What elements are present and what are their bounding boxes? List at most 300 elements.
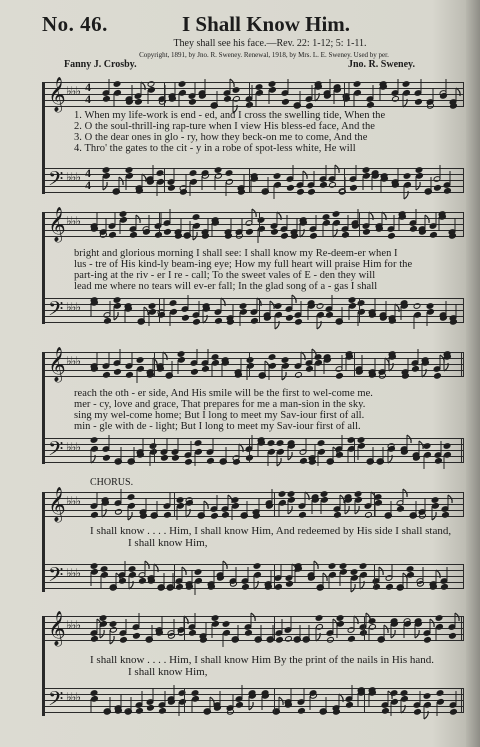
note-head (109, 232, 117, 239)
note-flag (114, 312, 118, 320)
key-signature: ♭♭♭ (66, 84, 80, 98)
note-flag (369, 212, 373, 220)
note-flag (182, 567, 186, 575)
notation-drawing (44, 487, 464, 522)
note-head (168, 633, 176, 640)
note-head (251, 318, 259, 325)
note-head (391, 699, 399, 706)
note-head (211, 615, 219, 622)
notation-drawing (44, 564, 464, 590)
note-head (286, 581, 294, 588)
note-head (404, 182, 412, 189)
bass-clef-icon: 𝄢 (48, 437, 64, 465)
note-head (277, 449, 285, 456)
note-head (119, 211, 127, 218)
note-head (444, 188, 452, 195)
note-flag (315, 93, 319, 101)
note-head (103, 173, 111, 180)
note-head (354, 90, 362, 97)
note-head (300, 458, 308, 465)
note-flag (136, 215, 140, 223)
note-flag (339, 694, 343, 702)
note-head (245, 630, 253, 637)
note-head (432, 503, 440, 510)
note-head (269, 87, 277, 94)
bass-notes (44, 564, 464, 590)
notation-drawing (44, 688, 464, 714)
note-head (279, 500, 287, 507)
key-signature: ♭♭♭ (66, 354, 80, 368)
note-flag (340, 495, 344, 503)
note-head (355, 497, 363, 504)
verse-3-line: part-ing at the riv - er I re - call; To the sweet vales of E - den they will (74, 270, 376, 281)
verse-4-line: lead me where no tears will ev-er fall; In the glad song of a - gas I shall (74, 281, 378, 292)
note-head (350, 185, 358, 192)
note-flag (210, 697, 214, 705)
note-head (164, 512, 172, 519)
note-flag (228, 495, 232, 503)
verse-2-line: 2. O the soul-thrill-ing rap-ture when I view His bless-ed face, And the (74, 121, 376, 132)
composer-credit: Jno. R. Sweney. (348, 59, 415, 70)
note-head (191, 369, 199, 376)
note-head (316, 624, 324, 631)
note-head (436, 624, 444, 631)
note-head (147, 705, 155, 712)
note-head (337, 621, 345, 628)
bass-staff (44, 564, 464, 590)
note-head (306, 366, 314, 373)
note-head (350, 569, 358, 576)
note-head (401, 696, 409, 703)
note-head (328, 563, 336, 570)
verse-4-line: 4. Thro' the gates to the cit - y in a robe of spot-less white, He will (74, 143, 356, 154)
note-head (192, 696, 200, 703)
note-flag (425, 215, 429, 223)
note-head (374, 494, 382, 501)
treble-staff (44, 77, 464, 112)
note-head (143, 229, 151, 236)
lyricist-credit: Fanny J. Crosby. (64, 59, 137, 70)
note-head (133, 633, 141, 640)
note-head (186, 500, 194, 507)
note-head (275, 312, 283, 319)
note-flag (129, 581, 133, 589)
note-head (444, 452, 452, 459)
bass-notes (44, 298, 464, 324)
notation-drawing (44, 298, 464, 324)
bass-clef-icon: 𝄢 (48, 167, 64, 195)
note-head (113, 297, 121, 304)
bass-notes (44, 688, 464, 714)
note-flag (249, 702, 253, 710)
note-head (369, 624, 377, 631)
note-flag (254, 581, 258, 589)
note-head (172, 455, 180, 462)
bass-staff (44, 438, 464, 464)
note-head (268, 81, 276, 88)
treble-notes (44, 77, 464, 112)
chorus-line-1: I shall know . . . . Him, I shall know Him, And redeemed by His side I shall stand, (90, 525, 452, 537)
treble-notes (44, 347, 464, 382)
bass-staff (44, 298, 464, 324)
bass-staff (44, 688, 464, 714)
note-flag (436, 570, 440, 578)
note-head (246, 357, 254, 364)
note-head (403, 173, 411, 180)
note-head (195, 449, 203, 456)
treble-staff (44, 347, 464, 382)
note-head (431, 497, 439, 504)
note-head (177, 351, 185, 358)
note-head (239, 303, 247, 310)
treble-staff (44, 487, 464, 522)
note-head (115, 509, 123, 516)
hymn-title: I Shall Know Him. (182, 12, 351, 36)
note-head (114, 303, 122, 310)
note-head (426, 303, 434, 310)
note-flag (102, 509, 106, 517)
bass-staff (44, 168, 464, 194)
chorus-echo-1: I shall know Him, (128, 537, 208, 549)
note-head (170, 309, 178, 316)
note-head (342, 232, 350, 239)
note-head (287, 491, 295, 498)
note-head (449, 633, 457, 640)
note-head (269, 363, 277, 370)
note-flag (301, 352, 305, 360)
note-head (215, 173, 223, 180)
note-head (440, 93, 448, 100)
note-head (161, 455, 169, 462)
note-head (182, 315, 190, 322)
note-head (103, 96, 111, 103)
treble-clef-icon: 𝄞 (48, 77, 66, 112)
note-flag (186, 509, 190, 517)
note-head (148, 303, 156, 310)
note-head (126, 372, 134, 379)
note-head (351, 575, 359, 582)
note-head (129, 572, 137, 579)
note-head (191, 690, 199, 697)
note-head (130, 232, 138, 239)
note-head (348, 297, 356, 304)
note-head (91, 446, 99, 453)
key-signature: ♭♭♭ (66, 566, 80, 580)
notation-drawing (44, 168, 464, 194)
note-head (282, 99, 290, 106)
note-head (407, 572, 415, 579)
note-head (333, 220, 341, 227)
note-head (404, 621, 412, 628)
note-head (164, 229, 172, 236)
note-head (179, 90, 187, 97)
note-head (274, 303, 282, 310)
note-head (417, 581, 425, 588)
note-flag (444, 363, 448, 371)
note-head (402, 81, 410, 88)
copyright-notice: Copyright, 1891, by Jno. R. Sweney. Renewal, 1918, by Mrs. L. E. Sweney. Used by per. (139, 51, 389, 59)
bass-clef-icon: 𝄢 (48, 687, 64, 715)
note-head (268, 354, 276, 361)
bass-notes (44, 168, 464, 194)
note-head (99, 615, 107, 622)
note-head (441, 584, 449, 591)
note-head (346, 702, 354, 709)
note-head (435, 458, 443, 465)
verse-1-line: 1. When my life-work is end - ed, and I cross the swelling tide, When the (74, 110, 386, 121)
note-flag (323, 573, 327, 581)
note-head (169, 300, 177, 307)
note-head (232, 87, 240, 94)
note-head (443, 443, 451, 450)
note-head (299, 512, 307, 519)
key-signature: ♭♭♭ (66, 690, 80, 704)
note-head (91, 636, 99, 643)
note-head (436, 690, 444, 697)
note-head (120, 217, 128, 224)
note-head (349, 303, 357, 310)
notation-drawing (44, 77, 464, 112)
note-head (148, 87, 156, 94)
note-head (323, 220, 331, 227)
note-flag (316, 633, 320, 641)
note-flag (279, 697, 283, 705)
treble-staff (44, 611, 464, 646)
note-flag (300, 229, 304, 237)
note-head (202, 366, 210, 373)
hymn-number: No. 46. (42, 12, 108, 36)
note-head (128, 503, 136, 510)
note-head (177, 503, 185, 510)
note-head (136, 357, 144, 364)
note-head (207, 458, 215, 465)
note-flag (239, 444, 243, 452)
note-head (110, 627, 118, 634)
treble-clef-icon: 𝄞 (48, 347, 66, 382)
verse-3-line: 3. O the dear ones in glo - ry, how they beck-on me to come, And the (74, 132, 368, 143)
note-head (424, 702, 432, 709)
note-head (317, 312, 325, 319)
note-flag (382, 212, 386, 220)
note-head (386, 584, 394, 591)
note-head (233, 96, 241, 103)
hymn-header (0, 0, 480, 75)
note-head (135, 99, 143, 106)
note-head (128, 566, 136, 573)
verse-2-line: mer - cy, love and grace, That prepares for me a man-sion in the sky. (74, 399, 366, 410)
key-signature: ♭♭♭ (66, 494, 80, 508)
note-head (375, 500, 383, 507)
note-head (212, 621, 220, 628)
note-head (91, 696, 99, 703)
note-flag (355, 506, 359, 514)
note-flag (221, 298, 225, 306)
note-flag (422, 369, 426, 377)
chorus-echo-2: I shall know Him, (128, 666, 208, 678)
notation-drawing (44, 438, 464, 464)
note-head (90, 437, 98, 444)
note-flag (401, 705, 405, 713)
note-head (232, 503, 240, 510)
note-head (363, 229, 371, 236)
key-signature: ♭♭♭ (66, 214, 80, 228)
note-head (231, 497, 239, 504)
note-head (363, 173, 371, 180)
note-head (329, 572, 337, 579)
note-head (437, 699, 445, 706)
note-head (90, 690, 98, 697)
note-head (360, 572, 368, 579)
treble-notes (44, 207, 464, 242)
note-head (212, 360, 220, 367)
note-head (285, 636, 293, 643)
note-flag (270, 301, 274, 309)
note-head (298, 708, 306, 715)
note-flag (345, 506, 349, 514)
note-head (178, 357, 186, 364)
note-head (222, 512, 230, 519)
note-head (255, 84, 263, 91)
note-head (127, 494, 135, 501)
note-head (189, 99, 197, 106)
note-head (322, 214, 330, 221)
note-head (168, 185, 176, 192)
note-head (368, 618, 376, 625)
note-head (413, 303, 421, 310)
note-head (189, 170, 197, 177)
note-head (321, 497, 329, 504)
note-head (326, 312, 334, 319)
note-flag (415, 630, 419, 638)
note-head (271, 229, 279, 236)
note-head (178, 81, 186, 88)
note-head (359, 563, 367, 570)
note-head (267, 440, 275, 447)
note-head (91, 569, 99, 576)
note-head (288, 497, 296, 504)
note-head (430, 232, 438, 239)
note-head (114, 369, 122, 376)
note-head (315, 615, 323, 622)
note-head (253, 563, 261, 570)
note-head (318, 449, 326, 456)
key-signature: ♭♭♭ (66, 618, 80, 632)
note-flag (204, 501, 208, 509)
note-flag (119, 177, 123, 185)
note-head (190, 179, 198, 186)
note-flag (448, 495, 452, 503)
note-head (101, 572, 109, 579)
note-head (320, 182, 328, 189)
notation-drawing (44, 611, 464, 646)
bass-clef-icon: 𝄢 (48, 297, 64, 325)
note-head (406, 566, 414, 573)
note-head (397, 506, 405, 513)
note-head (194, 440, 202, 447)
note-head (176, 584, 184, 591)
note-head (103, 372, 111, 379)
note-head (100, 566, 108, 573)
note-head (113, 81, 121, 88)
note-head (236, 702, 244, 709)
note-head (287, 185, 295, 192)
note-head (225, 170, 233, 177)
treble-clef-icon: 𝄞 (48, 207, 66, 242)
note-head (403, 90, 411, 97)
note-head (276, 440, 284, 447)
note-head (137, 366, 145, 373)
note-head (215, 318, 223, 325)
note-head (159, 708, 167, 715)
verse-3-line: sing my wel-come home; But I long to meet my Sav-iour first of all. (74, 410, 365, 421)
note-head (147, 81, 155, 88)
note-flag (416, 182, 420, 190)
note-head (316, 303, 324, 310)
verse-2-line: lus - tre of His kind-ly beam-ing eye; How my full heart will praise Him for the (74, 259, 413, 270)
note-head (114, 90, 122, 97)
note-head (410, 226, 418, 233)
note-head (281, 357, 289, 364)
note-head (91, 512, 99, 519)
note-head (176, 497, 184, 504)
bass-clef-icon: 𝄢 (48, 563, 64, 591)
notation-drawing (44, 207, 464, 242)
note-head (189, 630, 197, 637)
note-head (179, 699, 187, 706)
note-head (336, 615, 344, 622)
note-flag (142, 174, 146, 182)
note-flag (141, 82, 145, 90)
note-flag (100, 630, 104, 638)
note-head (354, 491, 362, 498)
note-head (274, 182, 282, 189)
note-head (103, 455, 111, 462)
note-flag (203, 315, 207, 323)
note-head (242, 584, 250, 591)
chorus-label: CHORUS. (90, 477, 134, 488)
note-head (358, 443, 366, 450)
note-flag (305, 492, 309, 500)
note-flag (403, 99, 407, 107)
note-flag (391, 630, 395, 638)
time-signature: 4 4 (85, 80, 91, 106)
note-head (139, 578, 147, 585)
note-head (211, 354, 219, 361)
note-head (214, 167, 222, 174)
bass-notes (44, 438, 464, 464)
note-flag (388, 455, 392, 463)
note-head (222, 621, 230, 628)
note-head (400, 690, 408, 697)
note-head (90, 563, 98, 570)
note-flag (430, 619, 434, 627)
treble-staff (44, 207, 464, 242)
note-head (353, 81, 361, 88)
note-flag (395, 304, 399, 312)
note-head (125, 167, 133, 174)
note-head (192, 214, 200, 221)
note-head (416, 173, 424, 180)
note-head (149, 443, 157, 450)
note-flag (360, 581, 364, 589)
note-head (156, 170, 164, 177)
note-head (194, 569, 202, 576)
note-flag (456, 88, 460, 96)
note-head (329, 182, 337, 189)
note-head (273, 173, 281, 180)
verse-1-line: bright and glorious morning I shall see: I shall know my Re-deem-er when I (74, 248, 398, 259)
notation-drawing (44, 347, 464, 382)
